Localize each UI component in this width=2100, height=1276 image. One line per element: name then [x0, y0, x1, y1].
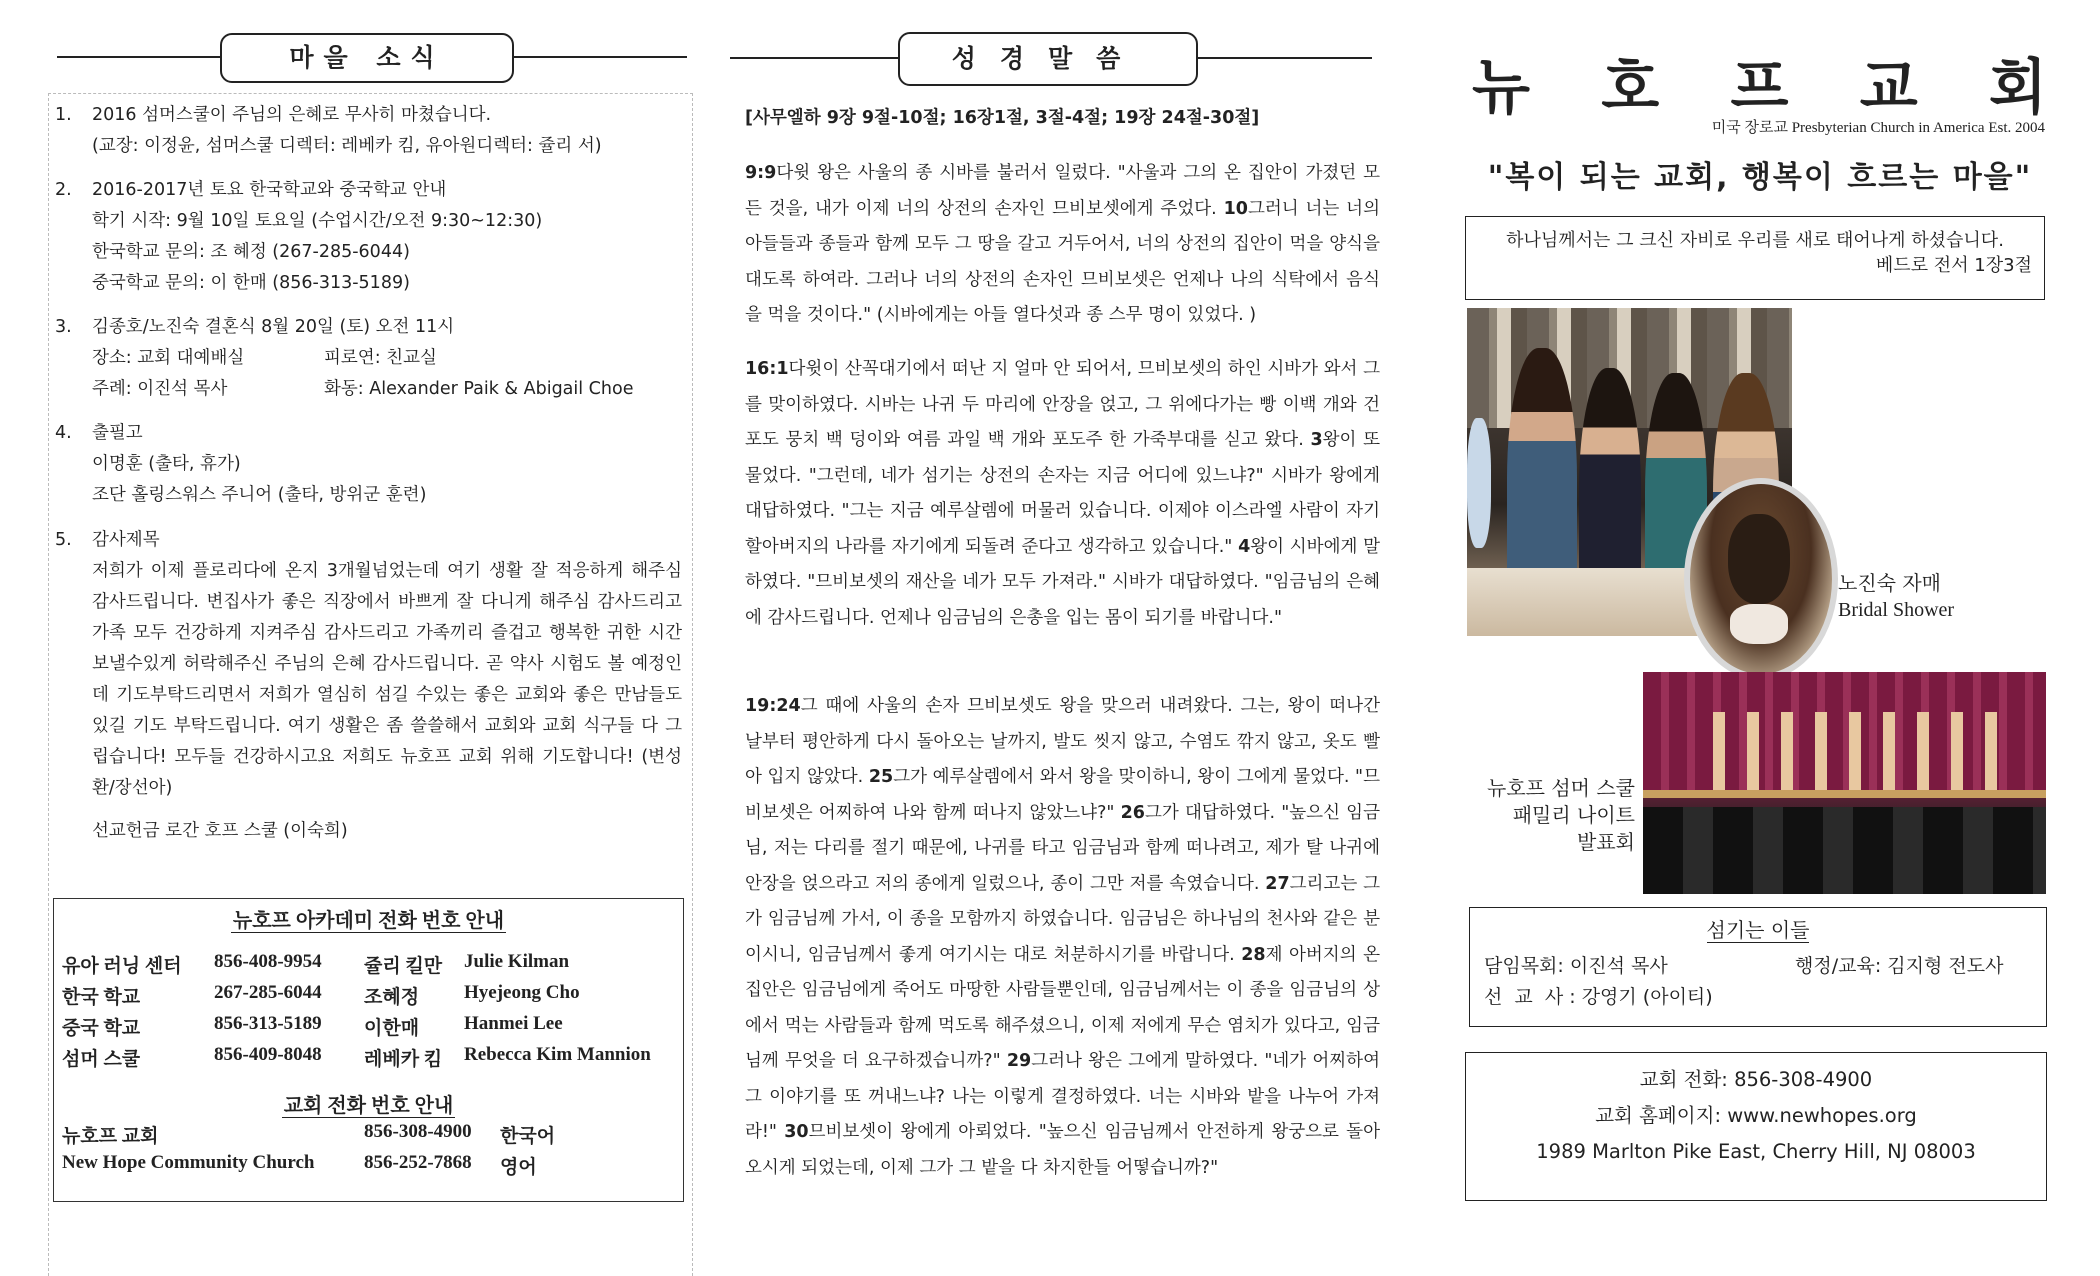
header-rule-left: [57, 56, 222, 58]
header-rule-right: [1194, 57, 1372, 59]
servant-admin: 행정/교육: 김지형 전도사: [1795, 955, 2004, 977]
news-header: 마을 소식: [220, 33, 514, 83]
bride-oval-photo: [1684, 478, 1838, 680]
bridal-shower-caption: 노진숙 자매 Bridal Shower: [1838, 571, 1955, 621]
servant-pastor: 담임목회: 이진석 목사: [1484, 955, 1668, 977]
verse-reference: 베드로 전서 1장3절: [1875, 255, 2032, 276]
news-item-5: 5. 감사제목 저희가 이제 플로리다에 온지 3개월넘었는데 여기 생활 잘 적응하게 해주심 감사드립니다. 변집사가 좋은 직장에서 바쁘게 잘 다니게 해주심 감사드리고 가족 모두 건강하게 지켜주심 감사드리고 가족끼리 즐겁고 행복한 귀한 시간 보낼수있게 허락해주신 주님의 은혜 감사드립니다. 곧 약사 시험도 볼 예정인데 기도부탁드리면서 저희가 열심히 섬길 수있는 좋은 교회와 좋은 만남들도 있길 기도 부탁드립니다. 여기 생활은 좀 쓸쓸해서 교회와 교회 식구들 다 그립습니다! 모두들 건강하시고요 저희도 뉴호프 교회 위해 기도합니다! (변성환/장선아) 선교헌금 로간 호프 스쿨 (이숙희): [55, 530, 682, 841]
church-motto: "복이 되는 교회, 행복이 흐르는 마을": [1487, 160, 2033, 195]
church-homepage: 교회 홈페이지: www.newhopes.org: [1595, 1104, 1917, 1127]
church-phone: 교회 전화: 856-308-4900: [1639, 1068, 1873, 1091]
header-rule-right: [512, 56, 687, 58]
balloon: [1467, 418, 1491, 548]
news-item-2: 2. 2016-2017년 토요 한국학교와 중국학교 안내 학기 시작: 9월 10일 토요일 (수업시간/오전 9:30~12:30) 한국학교 문의: 조 혜정 (267-285-6044) 중국학교 문의: 이 한매 (856-313-5189): [55, 180, 543, 293]
verse-text: 하나님께서는 그 크신 자비로 우리를 새로 태어나게 하셨습니다.: [1506, 230, 2004, 251]
scripture-paragraph: 9:9다윗 왕은 사울의 종 시바를 불러서 일렀다. "사울과 그의 온 집안이 가졌던 모든 것을, 내가 이제 너의 상전의 손자인 므비보셋에게 주었다. 10그러니 너는 너의 아들들과 종들과 함께 모두 그 땅을 갈고 거두어서, 너의 상전의 집안이 먹을 양식을 대도록 하여라. 그러나 너의 상전의 손자인 므비보셋은 언제나 나의 식탁에서 음식을 먹을 것이다." (시바에게는 아들 열다섯과 종 스무 명이 있었다. ): [745, 163, 1380, 325]
summer-school-photo: [1643, 672, 2046, 894]
news-item-4: 4. 출필고 이명훈 (출타, 휴가) 조단 홀링스워스 주니어 (출타, 방위군 훈련): [55, 423, 427, 505]
scripture-paragraph: 16:1다윗이 산꼭대기에서 떠난 지 얼마 안 되어서, 므비보셋의 하인 시바가 와서 그를 맞이하였다. 시바는 나귀 두 마리에 안장을 얹고, 그 위에다가는 빵 이백 개와 건포도 뭉치 백 덩이와 여름 과일 백 개와 포도주 한 가죽부대를 싣고 왔다. 3왕이 또 물었다. "그런데, 네가 섬기는 상전의 손자는 지금 어디에 있느냐?" 시바가 왕에게 대답하였다. "그는 지금 예루살렘에 머물러 있습니다. 이제야 이스라엘 사람이 자기 할아버지의 나라를 자기에게 되돌려 준다고 생각하고 있습니다." 4왕이 시바에게 말하였다. "므비보셋의 재산을 네가 모두 가져라." 시바가 대답하였다. "임금님의 은혜에 감사드립니다. 언제나 임금님의 은총을 입는 몸이 되기를 바랍니다.": [745, 359, 1380, 628]
servants-title: 섬기는 이들: [1706, 918, 1810, 942]
cake: [1730, 604, 1788, 644]
person: [1728, 514, 1790, 604]
church-subtitle: 미국 장로교 Presbyterian Church in America Est. 2004: [1711, 120, 2045, 136]
audience: [1643, 807, 2046, 894]
children-on-stage: [1703, 712, 2003, 790]
scripture-reference: [사무엘하 9장 9절-10절; 16장1절, 3절-4절; 19장 24절-30절]: [745, 108, 1260, 128]
servants-box: [1469, 907, 2047, 1027]
church-phone-title: 교회 전화 번호 안내: [283, 1095, 454, 1117]
church-name: 뉴 호 프 교 회: [1472, 53, 2047, 123]
verse-box: [1465, 216, 2045, 300]
header-rule-left: [730, 57, 900, 59]
scripture-header: 성경말씀: [898, 32, 1198, 86]
news-item-3: 3. 김종호/노진숙 결혼식 8월 20일 (토) 오전 11시 장소: 교회 대예배실 피로연: 친교실 주례: 이진석 목사 화동: Alexander Paik & Abigail Choe: [55, 317, 634, 399]
news-item-1: 1. 2016 섬머스쿨이 주님의 은혜로 무사히 마쳤습니다. (교장: 이정윤, 섬머스쿨 디렉터: 레베카 킴, 유아원디렉터: 쥴리 서): [55, 105, 602, 156]
church-address: 1989 Marlton Pike East, Cherry Hill, NJ 08003: [1536, 1140, 1976, 1163]
summer-school-caption: 뉴호프 섬머 스쿨 패밀리 나이트 발표회: [1487, 776, 1635, 854]
stage-edge: [1643, 790, 2046, 798]
academy-phone-box: 뉴호프 아카데미 전화 번호 안내 유아 러닝 센터 856-408-9954 쥴리 킬만 Julie Kilman 한국 학교 267-285-6044 조혜정 Hyejeong Cho 중국 학교 856-313-5189 이한매 Hanmei Lee 섬머 스쿨 856-409-8048 레베카 킴 Rebecca Kim Mannion 교회 전화 번호 안내 뉴호프 교회 856-308-4900 한국어 New Hope Community Church 856-252-7868 영어: [53, 898, 684, 1202]
academy-title: 뉴호프 아카데미 전화 번호 안내: [232, 910, 505, 932]
church-info-box: [1465, 1052, 2047, 1201]
servant-missionary: 선 교 사 : 강영기 (아이티): [1484, 986, 1713, 1008]
scripture-paragraph: 19:24그 때에 사울의 손자 므비보셋도 왕을 맞으러 내려왔다. 그는, 왕이 떠나간 날부터 평안하게 다시 돌아오는 날까지, 발도 씻지 않고, 수염도 깎지 않고, 옷도 빨아 입지 않았다. 25그가 예루살렘에서 와서 왕을 맞이하니, 왕이 그에게 물었다. "므비보셋은 어찌하여 나와 함께 떠나지 않았느냐?" 26그가 대답하였다. "높으신 임금님, 저는 다리를 절기 때문에, 나귀를 타고 임금님과 함께 떠나려고, 제가 탈 나귀에 안장을 얹으라고 저의 종에게 일렀으나, 종이 그만 저를 속였습니다. 27그리고는 그가 임금님께 가서, 이 종을 모함까지 하였습니다. 임금님은 하나님의 천사와 같은 분이시니, 임금님께서 좋게 여기시는 대로 처분하시기를 바랍니다. 28제 아버지의 온 집안은 임금님에게 죽어도 마땅한 사람들뿐인데, 임금님께서는 이 종을 임금님의 상에서 먹는 사람들과 함께 먹도록 해주셨으니, 이제 저에게 무슨 염치가 있다고, 임금님께 무엇을 더 요구하겠습니까?" 29그러나 왕은 그에게 말하였다. "네가 어찌하여 그 이야기를 또 꺼내느냐? 나는 이렇게 결정하였다. 너는 시바와 밭을 나누어 가져라!" 30므비보셋이 왕에게 아뢰었다. "높으신 임금님께서 안전하게 왕궁으로 돌아오시게 되었는데, 이제 그가 그 밭을 다 차지한들 어떻습니까?": [745, 696, 1381, 1178]
